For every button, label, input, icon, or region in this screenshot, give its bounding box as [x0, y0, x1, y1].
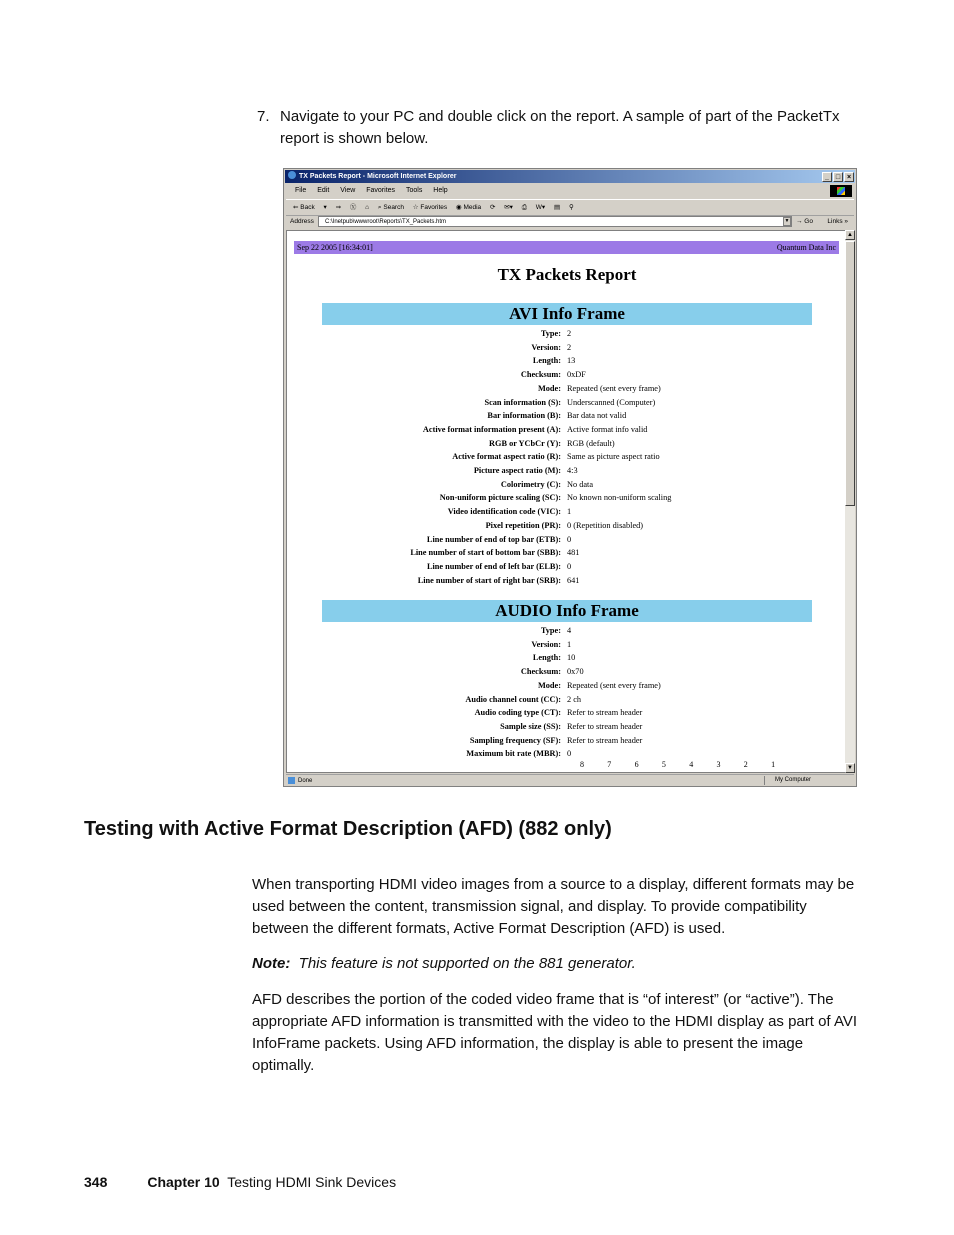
scroll-up-button[interactable]: ▲ — [845, 230, 855, 240]
step-text: Navigate to your PC and double click on the report. A sample of part of the PacketTx report is shown below. — [280, 108, 840, 147]
audio-field-label: Length: — [532, 653, 561, 663]
avi-field-row — [287, 450, 846, 464]
audio-field-label: Type: — [540, 626, 561, 635]
avi-field-label: Type: — [540, 329, 561, 338]
avi-field-label: Bar information (B): — [487, 411, 561, 421]
menu-file[interactable]: File — [295, 187, 307, 194]
audio-field-value: 10 — [567, 653, 576, 663]
audio-field-row — [287, 651, 846, 665]
mail-button[interactable]: ✉▾ — [504, 204, 513, 211]
avi-field-value: 1 — [567, 507, 572, 517]
menu-edit[interactable]: Edit — [317, 187, 330, 194]
avi-field-row — [287, 546, 846, 560]
avi-field-value: 641 — [567, 575, 580, 585]
avi-field-label: Line number of start of bottom bar (SBB): — [410, 548, 561, 558]
report-date: Sep 22 2005 [16:34:01] — [297, 243, 373, 252]
history-button[interactable]: ⟳ — [489, 204, 496, 211]
avi-field-row — [287, 478, 846, 492]
audio-field-row — [287, 706, 846, 720]
chapter-label: Chapter 10 — [147, 1174, 220, 1190]
toolbar — [286, 199, 854, 216]
avi-field-label: RGB or YCbCr (Y): — [489, 438, 561, 448]
avi-field-row — [287, 505, 846, 519]
report-company: Quantum Data Inc — [776, 243, 836, 252]
avi-field-label: Picture aspect ratio (M): — [473, 466, 561, 475]
audio-field-value: 0x70 — [567, 667, 584, 677]
paragraph-intro: When transporting HDMI video images from a source to a display, different formats may be used between the content, transmission signal, and display. To provide compatibility between the different formats, Active Format Description (AFD) is used. — [252, 876, 855, 937]
avi-field-label: Line number of start of right bar (SRB): — [417, 575, 561, 585]
audio-field-label: Version: — [531, 639, 561, 649]
audio-field-value: Refer to stream header — [567, 708, 643, 718]
avi-field-value: Bar data not valid — [567, 411, 627, 421]
avi-field-value: Same as picture aspect ratio — [567, 452, 660, 462]
avi-field-label: Checksum: — [520, 370, 561, 380]
home-button[interactable]: ⌂ — [365, 204, 370, 211]
avi-field-value: 13 — [567, 356, 576, 366]
avi-field-value: 4:3 — [567, 466, 578, 475]
avi-field-value: No known non-uniform scaling — [567, 493, 672, 503]
avi-field-label: Line number of end of top bar (ETB): — [426, 534, 561, 544]
avi-field-label: Mode: — [537, 383, 561, 393]
audio-field-label: Sampling frequency (SF): — [469, 735, 561, 745]
step-7 — [257, 106, 872, 150]
research-button[interactable]: ⚲ — [568, 204, 574, 211]
menu-favorites[interactable]: Favorites — [366, 187, 396, 194]
avi-field-row — [287, 574, 846, 588]
audio-field-value: 0 — [567, 749, 572, 759]
avi-field-value: No data — [567, 479, 594, 489]
avi-field-row — [287, 409, 846, 423]
address-label: Address — [290, 218, 314, 225]
partial-row-cell: 5 — [661, 760, 666, 769]
audio-field-label: Audio channel count (CC): — [465, 694, 561, 704]
page-icon — [288, 777, 295, 784]
avi-field-label: Non-uniform picture scaling (SC): — [439, 493, 561, 503]
avi-field-row — [287, 437, 846, 451]
edit-button[interactable]: W▾ — [535, 204, 546, 211]
stop-button[interactable]: Ⓧ — [349, 204, 357, 211]
menu-view[interactable]: View — [340, 187, 356, 194]
menu-bar — [286, 184, 854, 198]
partial-row-cell: 2 — [743, 760, 748, 769]
window-titlebar — [285, 170, 855, 183]
scroll-thumb[interactable] — [845, 241, 855, 506]
address-dropdown-icon[interactable]: ▼ — [784, 218, 790, 224]
avi-field-row — [287, 423, 846, 437]
minimize-button[interactable]: _ — [822, 172, 832, 182]
paragraph-afd: AFD describes the portion of the coded video frame that is “of interest” (or “active”). The appropriate AFD information is transmitted with the video to the HDMI display as part of AVI InfoFrame packets. Using AFD information, the display is able to present the image optimally. — [252, 991, 858, 1074]
avi-field-row — [287, 519, 846, 533]
audio-field-label: Checksum: — [520, 667, 561, 677]
partial-row-cell: 7 — [607, 760, 612, 769]
note-label: Note: — [252, 955, 291, 972]
avi-field-value: 481 — [567, 548, 580, 558]
audio-field-row — [287, 665, 846, 679]
avi-field-label: Scan information (S): — [484, 397, 561, 407]
partial-row-cell: 4 — [689, 760, 694, 769]
avi-field-label: Version: — [531, 342, 561, 352]
print-button[interactable]: ⎙ — [521, 204, 527, 211]
avi-field-value: 2 — [567, 342, 572, 352]
avi-field-row — [287, 560, 846, 574]
avi-field-label: Pixel repetition (PR): — [485, 520, 561, 530]
partial-row-cell: 8 — [580, 760, 584, 769]
security-zone: My Computer — [764, 776, 865, 785]
page-footer — [84, 1173, 396, 1191]
status-bar — [286, 774, 854, 787]
audio-field-label: Audio coding type (CT): — [474, 708, 561, 718]
avi-field-value: 0xDF — [567, 370, 586, 380]
avi-field-label: Length: — [532, 356, 561, 366]
avi-field-value: Active format info valid — [567, 424, 648, 434]
go-button[interactable]: → Go — [796, 218, 813, 225]
status-text: Done — [298, 778, 313, 784]
scroll-down-button[interactable]: ▼ — [845, 763, 855, 773]
avi-field-row — [287, 533, 846, 547]
audio-field-row — [287, 747, 846, 761]
audio-field-row — [287, 734, 846, 748]
back-button[interactable]: ⇐ Back — [293, 204, 315, 211]
browser-screenshot — [283, 168, 857, 787]
avi-field-label: Colorimetry (C): — [500, 479, 561, 489]
media-button[interactable]: ◉ Media — [455, 204, 482, 211]
favorites-button[interactable]: ☆ Favorites — [412, 204, 448, 211]
forward-button[interactable]: ⇒ — [335, 204, 342, 211]
audio-field-label: Sample size (SS): — [500, 721, 561, 731]
menu-help[interactable]: Help — [433, 187, 448, 194]
note-text: This feature is not supported on the 881 generator. — [298, 955, 636, 972]
search-button[interactable]: ⌕ Search — [377, 204, 404, 211]
address-input[interactable]: C:\Inetpub\wwwroot\Reports\TX_Packets.htm — [318, 216, 792, 227]
avi-field-row — [287, 464, 846, 478]
avi-field-value: Underscanned (Computer) — [567, 397, 656, 407]
avi-field-row — [287, 327, 846, 341]
maximize-button[interactable]: □ — [833, 172, 843, 182]
partial-row-cell: 3 — [716, 760, 721, 769]
windows-logo-icon — [830, 185, 852, 197]
audio-field-value: 4 — [567, 626, 572, 635]
audio-field-row — [287, 624, 846, 638]
audio-field-row — [287, 679, 846, 693]
step-number: 7. — [257, 108, 270, 125]
page-viewport — [286, 230, 846, 773]
ie-icon — [288, 171, 296, 179]
avi-field-row — [287, 354, 846, 368]
avi-field-row — [287, 396, 846, 410]
avi-field-label: Active format aspect ratio (R): — [452, 452, 561, 462]
chapter-title: Testing HDMI Sink Devices — [227, 1174, 397, 1190]
avi-field-label: Line number of end of left bar (ELB): — [426, 561, 561, 571]
address-bar — [286, 215, 854, 229]
avi-field-value: 0 — [567, 561, 572, 571]
partial-row-cell: 1 — [771, 760, 776, 769]
partial-row-cell: 6 — [634, 760, 639, 769]
audio-field-label: Maximum bit rate (MBR): — [466, 749, 561, 759]
window-title: TX Packets Report - Microsoft Internet Explorer — [299, 173, 457, 180]
avi-field-label: Active format information present (A): — [422, 424, 561, 434]
avi-field-value: 2 — [567, 329, 572, 338]
audio-field-label: Mode: — [537, 680, 561, 690]
menu-tools[interactable]: Tools — [406, 187, 423, 194]
audio-field-value: Refer to stream header — [567, 721, 643, 731]
report-title: TX Packets Report — [497, 265, 637, 284]
avi-frame-header: AVI Info Frame — [322, 303, 812, 325]
avi-field-value: RGB (default) — [567, 438, 615, 448]
close-button[interactable]: × — [844, 172, 854, 182]
audio-frame-header: AUDIO Info Frame — [322, 600, 812, 622]
avi-field-value: Repeated (sent every frame) — [567, 383, 661, 393]
audio-field-value: Refer to stream header — [567, 735, 643, 745]
avi-field-row — [287, 382, 846, 396]
section-heading: Testing with Active Format Description (AFD) (882 only) — [84, 818, 612, 840]
page-number: 348 — [84, 1174, 108, 1190]
audio-field-row — [287, 720, 846, 734]
audio-field-value: 2 ch — [567, 694, 582, 704]
avi-field-row — [287, 341, 846, 355]
links-button[interactable]: Links » — [827, 218, 848, 225]
avi-field-label: Video identification code (VIC): — [447, 507, 561, 517]
audio-field-value: 1 — [567, 639, 572, 649]
avi-field-value: 0 (Repetition disabled) — [567, 520, 644, 530]
report-dateline — [294, 241, 839, 254]
vertical-scrollbar[interactable] — [845, 230, 855, 773]
avi-field-row — [287, 368, 846, 382]
avi-field-row — [287, 491, 846, 505]
audio-field-value: Repeated (sent every frame) — [567, 680, 661, 690]
note — [252, 953, 636, 975]
back-dropdown-icon[interactable]: ▾ — [323, 204, 327, 211]
discuss-button[interactable]: ▤ — [554, 204, 561, 211]
audio-field-row — [287, 693, 846, 707]
audio-field-row — [287, 638, 846, 652]
avi-field-value: 0 — [567, 534, 572, 544]
